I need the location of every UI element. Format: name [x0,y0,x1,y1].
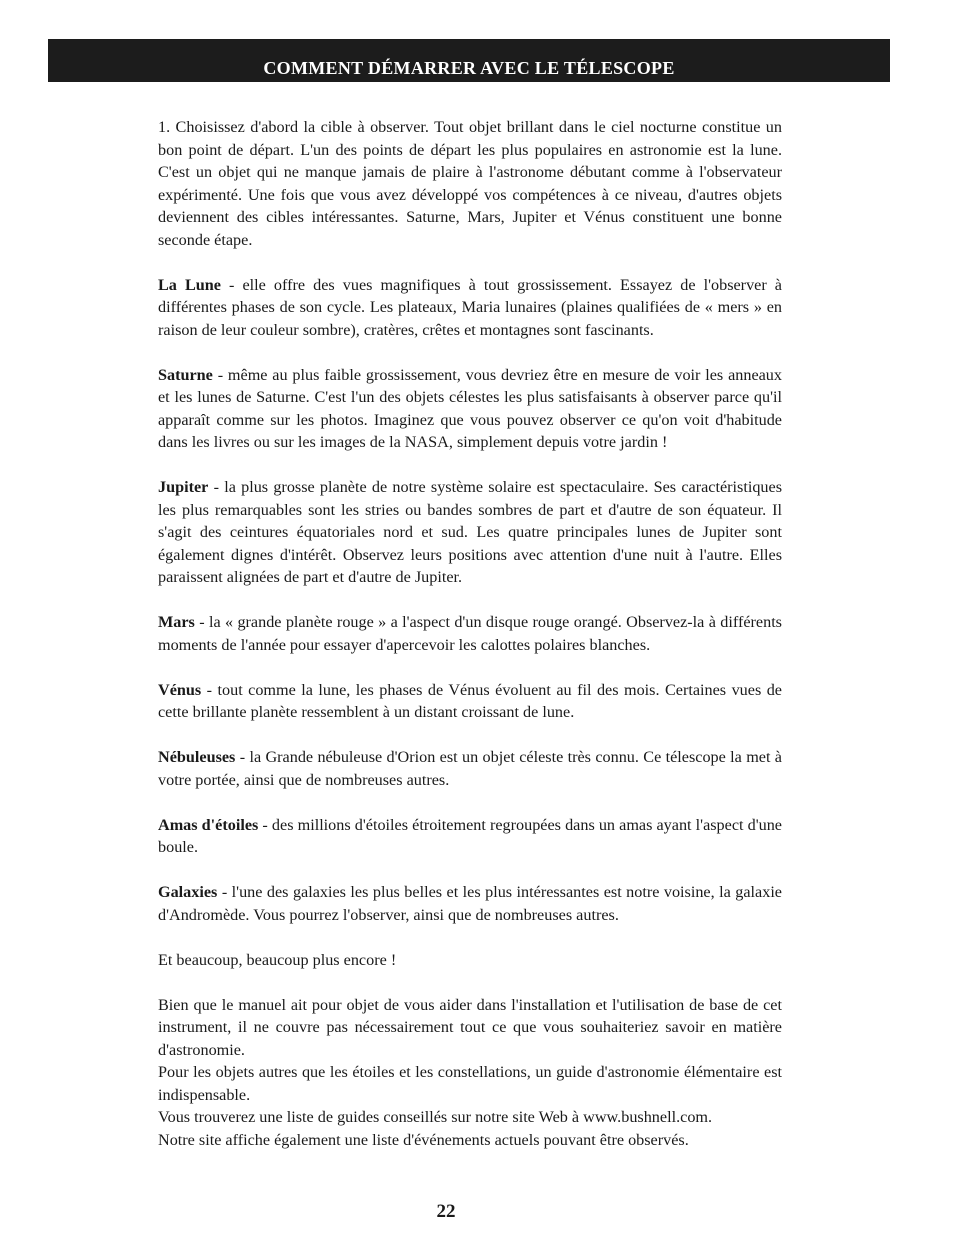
object-term: Amas d'étoiles [158,815,259,834]
closing-paragraph-website: Vous trouverez une liste de guides conseillés sur notre site Web à www.bushnell.com. [158,1108,713,1126]
object-paragraph-jupiter [158,476,782,589]
closing-paragraph-events: Notre site affiche également une liste d'événements actuels pouvant être observés. [158,1130,689,1149]
object-term: Mars [158,613,195,631]
section-header-bar [48,39,890,82]
intro-paragraph: 1. Choisissez d'abord la cible à observer. Tout objet brillant dans le ciel nocturne constitue un bon point de départ. L'un des points de départ les plus populaires en astronomie est la lune. C'est un objet qui ne manque jamais de plaire à l'astronome débutant comme à l'observateur expérimenté. Une fois que vous avez développé vos compétences à ce niveau, d'autres objets deviennent des cibles intéressantes. Saturne, Mars, Jupiter et Vénus constituent une bonne seconde étape. [158,118,782,249]
object-paragraph-moon [158,274,782,342]
object-term: Vénus [158,680,202,699]
more-paragraph: Et beaucoup, beaucoup plus encore ! [158,950,397,969]
page-number: 22 [436,1201,456,1222]
object-paragraph-galaxies [158,881,782,926]
object-term: Nébuleuses [158,748,236,766]
closing-paragraph-manual: Bien que le manuel ait pour objet de vous aider dans l'installation et l'utilisation de base de cet instrument, il ne couvre pas nécessairement tout ce que vous souhaiteriez savoir en matière d'astronomie. [158,995,782,1059]
page-body [158,116,782,1151]
object-description: - l'une des galaxies les plus belles et les plus intéressantes est notre voisine, la galaxie d'Andromède. Vous pourrez l'observer, ainsi que de nombreuses autres. [158,883,782,924]
object-description: - la plus grosse planète de notre système solaire est spectaculaire. Ses caractéristiques les plus remarquables sont les stries ou bandes sombres de part et d'autre de son équateur. Il s'agit des ceintures équatoriales nord et sud. Les quatre principales lunes de Jupiter sont également dignes d'intérêt. Observez leurs positions avec attention d'une nuit à l'autre. Elles paraissent alignées de part et d'autre de Jupiter. [158,478,782,586]
object-term: La Lune [158,275,221,294]
object-paragraph-mars [158,611,782,656]
object-description: - tout comme la lune, les phases de Vénus évoluent au fil des mois. Certaines vues de cette brillante planète ressemblent à un distant croissant de lune. [158,680,782,721]
object-paragraph-saturn [158,364,782,454]
section-title: COMMENT DÉMARRER AVEC LE TÉLESCOPE [263,58,675,78]
object-term: Galaxies [158,883,218,901]
object-description: - la Grande nébuleuse d'Orion est un objet céleste très connu. Ce télescope la met à votre portée, ainsi que de nombreuses autres. [158,748,782,789]
object-paragraph-venus [158,679,782,724]
object-description: - même au plus faible grossissement, vous devriez être en mesure de voir les anneaux et les lunes de Saturne. C'est l'un des objets célestes les plus satisfaisants à observer parce qu'il apparaît comme sur les photos. Imaginez que vous pouvez observer ce qu'on voit d'habitude dans les livres ou sur les images de la NASA, simplement depuis votre jardin ! [158,365,782,451]
object-description: - des millions d'étoiles étroitement regroupées dans un amas ayant l'aspect d'une boule. [158,815,782,856]
object-description: - elle offre des vues magnifiques à tout grossissement. Essayez de l'observer à différentes phases de son cycle. Les plateaux, Maria lunaires (plaines qualifiées de « mers » en raison de leur couleur sombre), cratères, crêtes et montagnes sont fascinants. [158,275,782,339]
object-term: Jupiter [158,478,209,496]
object-paragraph-star-clusters [158,814,782,859]
object-paragraph-nebulae [158,746,782,791]
object-description: - la « grande planète rouge » a l'aspect d'un disque rouge orangé. Observez-la à différents moments de l'année pour essayer d'apercevoir les calottes polaires blanches. [158,613,782,654]
object-term: Saturne [158,365,213,384]
closing-paragraph-guide: Pour les objets autres que les étoiles et les constellations, un guide d'astronomie élémentaire est indispensable. [158,1063,782,1104]
